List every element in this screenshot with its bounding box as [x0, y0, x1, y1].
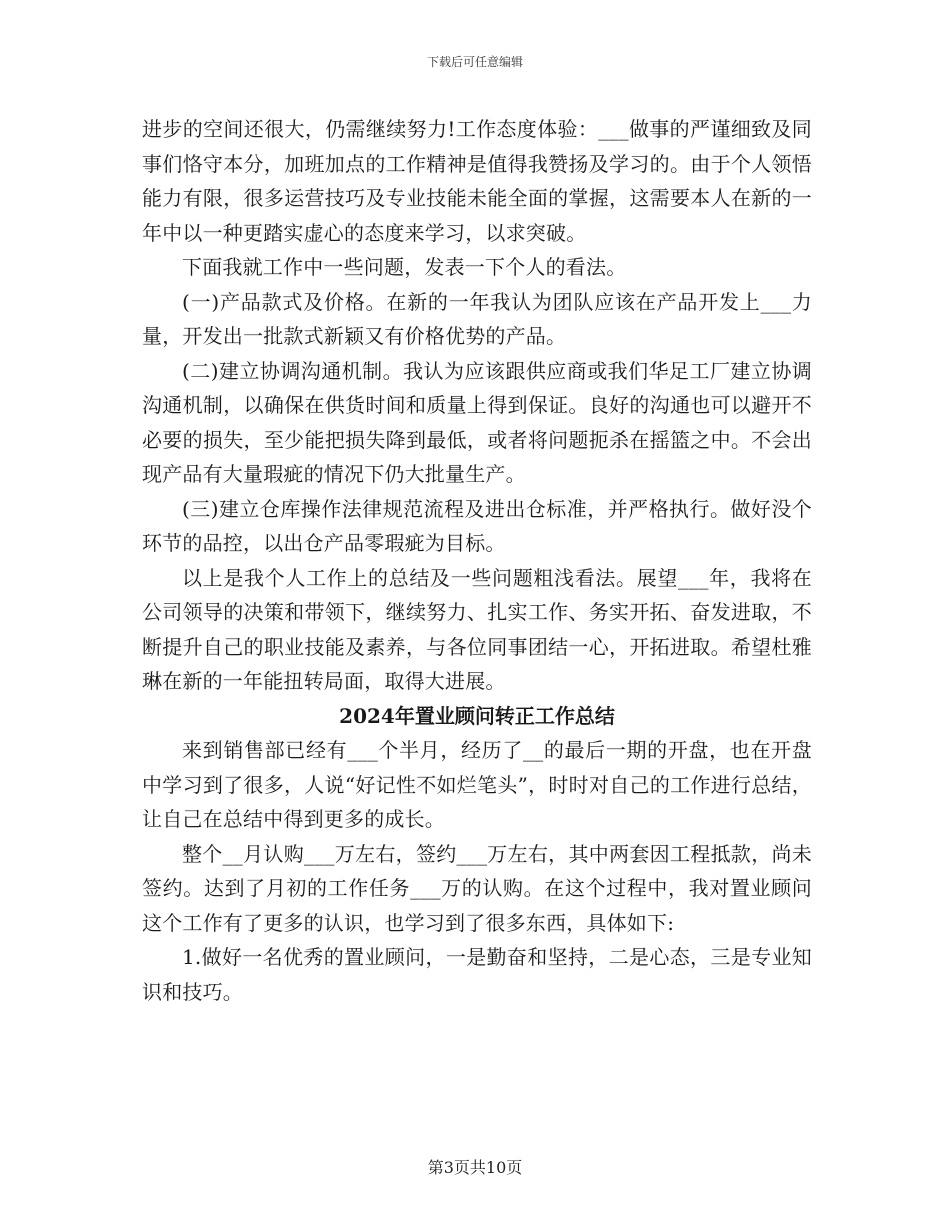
header-note: 下载后可任意编辑 [426, 55, 523, 69]
document-body [142, 112, 812, 1009]
paragraph-item-1: (一)产品款式及价格。在新的一年我认为团队应该在产品开发上___力量，开发出一批款式新颖又有价格优势的产品。 [142, 289, 812, 348]
paragraph-section2-point-1: 1.做好一名优秀的置业顾问，一是勤奋和坚持，二是心态，三是专业知识和技巧。 [142, 945, 812, 1004]
paragraph-item-2: (二)建立协调沟通机制。我认为应该跟供应商或我们华足工厂建立协调沟通机制，以确保在供货时间和质量上得到保证。良好的沟通也可以避开不必要的损失，至少能把损失降到最低，或者将问题扼杀在摇篮之中。不会出现产品有大量瑕疵的情况下仍大批量生产。 [142, 358, 812, 486]
paragraph-continuation: 进步的空间还很大，仍需继续努力!工作态度体验：___做事的严谨细致及同事们恪守本分，加班加点的工作精神是值得我赞扬及学习的。由于个人领悟能力有限，很多运营技巧及专业技能未能全面的掌握，这需要本人在新的一年中以一种更踏实虚心的态度来学习，以求突破。 [142, 117, 812, 245]
paragraph-conclusion: 以上是我个人工作上的总结及一些问题粗浅看法。展望___年，我将在公司领导的决策和带领下，继续努力、扎实工作、务实开拓、奋发进取，不断提升自己的职业技能及素养，与各位同事团结一心，开拓进取。希望杜雅琳在新的一年能扭转局面，取得大进展。 [142, 565, 812, 693]
page-number: 第3页共10页 [427, 1158, 523, 1177]
paragraph-item-3: (三)建立仓库操作法律规范流程及进出仓标准，并严格执行。做好没个环节的品控，以出仓产品零瑕疵为目标。 [142, 496, 812, 555]
paragraph-section2-sales: 整个__月认购___万左右，签约___万左右，其中两套因工程抵款，尚未签约。达到了月初的工作任务___万的认购。在这个过程中，我对置业顾问这个工作有了更多的认识，也学习到了很多东西，具体如下: [142, 841, 812, 935]
paragraph-intro-issues: 下面我就工作中一些问题，发表一下个人的看法。 [182, 255, 627, 279]
paragraph-section2-intro: 来到销售部已经有___个半月，经历了__的最后一期的开盘，也在开盘中学习到了很多，人说“好记性不如烂笔头”，时时对自己的工作进行总结，让自己在总结中得到更多的成长。 [142, 738, 812, 831]
section-heading: 2024年置业顾问转正工作总结 [339, 703, 615, 728]
